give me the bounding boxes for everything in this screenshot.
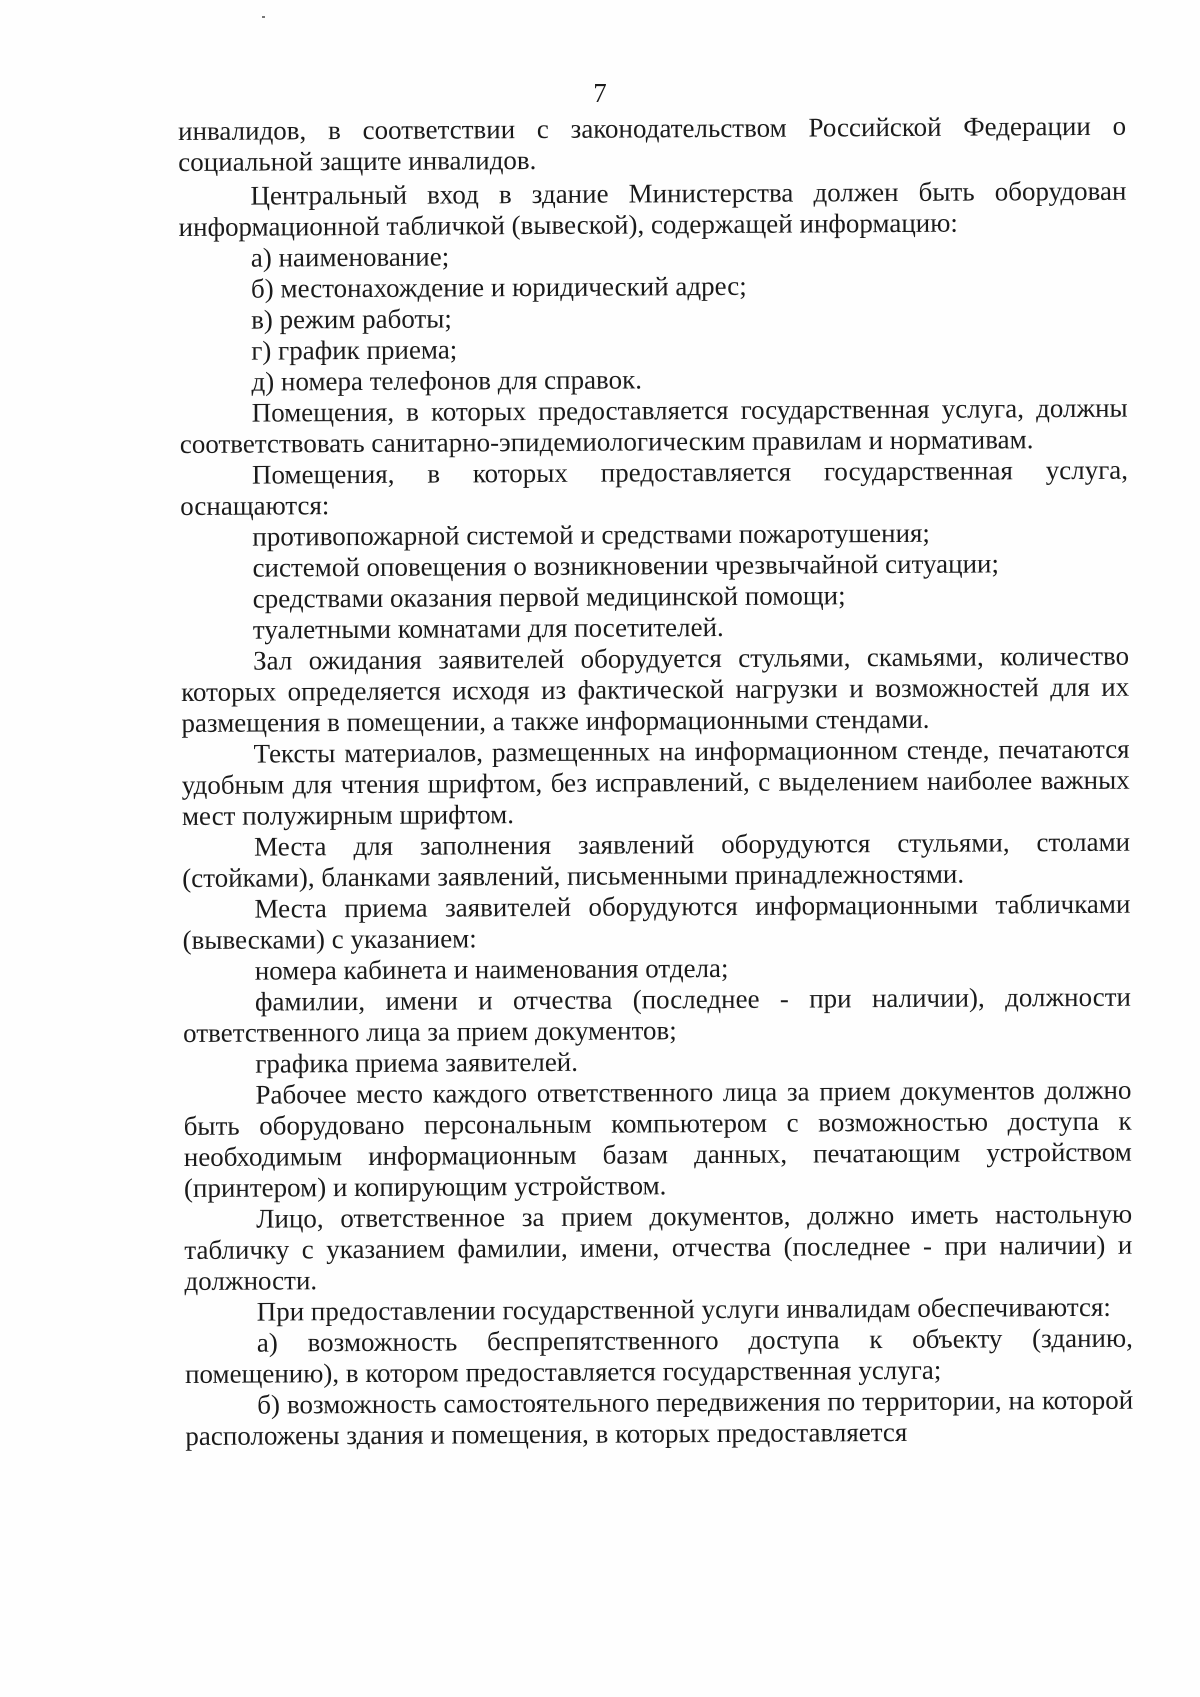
scan-speck (262, 16, 265, 18)
list-item-emergency-alert: системой оповещения о возникновении чрезвычайной ситуации; (252, 548, 1000, 583)
list-item-reception-schedule: графика приема заявителей. (255, 1046, 579, 1079)
paragraph-stand-texts: Тексты материалов, размещенных на информационном стенде, печатаются удобным для чтения шрифтом, без исправлений, с выделением наиболее важных мест полужирным шрифтом. (181, 733, 1130, 831)
list-item-cabinet-number: номера кабинета и наименования отдела; (254, 952, 729, 986)
list-item-d-reception-schedule: г) график приема; (251, 334, 458, 366)
paragraph-disabled-provisions: При предоставлении государственной услуги инвалидам обеспечиваются: (256, 1291, 1111, 1327)
page-number: 7 (593, 78, 607, 108)
list-item-a-access: а) возможность беспрепятственного доступа к объекту (зданию, помещению), в котором предоставляется государственная услуга; (184, 1322, 1133, 1389)
list-item-b-movement: б) возможность самостоятельного передвижения по территории, на которой расположены здания и помещения, в которых предоставляется (185, 1384, 1134, 1451)
paragraph-application-places: Места для заполнения заявлений оборудуются стульями, столами (стойками), бланками заявлений, письменными принадлежностями. (182, 826, 1131, 893)
list-item-toilets: туалетными комнатами для посетителей. (252, 611, 724, 645)
list-item-fire-system: противопожарной системой и средствами пожаротушения; (252, 517, 930, 552)
list-item-responsible-person: фамилии, имени и отчества (последнее - при наличии), должности ответственного лица за прием документов; (183, 981, 1132, 1048)
list-item-c-work-hours: в) режим работы; (251, 303, 452, 335)
paragraph-continuation: инвалидов, в соответствии с законодательством Российской Федерации о социальной защите инвалидов. (178, 110, 1127, 177)
paragraph-reception-places: Места приема заявителей оборудуются информационными табличками (вывесками) с указанием: (182, 888, 1131, 955)
paragraph-desk-plate: Лицо, ответственное за прием документов, должно иметь настольную табличку с указанием фамилии, имени, отчества (последнее - при наличии) и должности. (184, 1198, 1133, 1296)
list-item-b-address: б) местонахождение и юридический адрес; (250, 270, 747, 304)
body-text (178, 111, 1133, 1452)
paragraph-sanitary-rules: Помещения, в которых предоставляется государственная услуга, должны соответствовать санитарно-эпидемиологическим правилам и нормативам. (179, 392, 1128, 459)
list-item-first-aid: средствами оказания первой медицинской помощи; (252, 580, 846, 614)
paragraph-entrance-sign: Центральный вход в здание Министерства должен быть оборудован информационной табличкой (вывеской), содержащей информацию: (178, 175, 1127, 242)
paragraph-premises-equipped: Помещения, в которых предоставляется государственная услуга, оснащаются: (180, 454, 1129, 521)
paragraph-waiting-hall: Зал ожидания заявителей оборудуется стульями, скамьями, количество которых определяется исходя из фактической нагрузки и возможностей для их размещения в помещении, а также информационными стендами. (181, 640, 1130, 738)
list-item-e-phone-numbers: д) номера телефонов для справок. (251, 364, 643, 397)
paragraph-workplace: Рабочее место каждого ответственного лица за прием документов должно быть оборудовано персональным компьютером с возможностью доступа к необходимым информационным базам данных, печатающим устройством (принтером) и копирующим устройством. (183, 1074, 1132, 1203)
list-item-a-name: а) наименование; (250, 241, 450, 273)
